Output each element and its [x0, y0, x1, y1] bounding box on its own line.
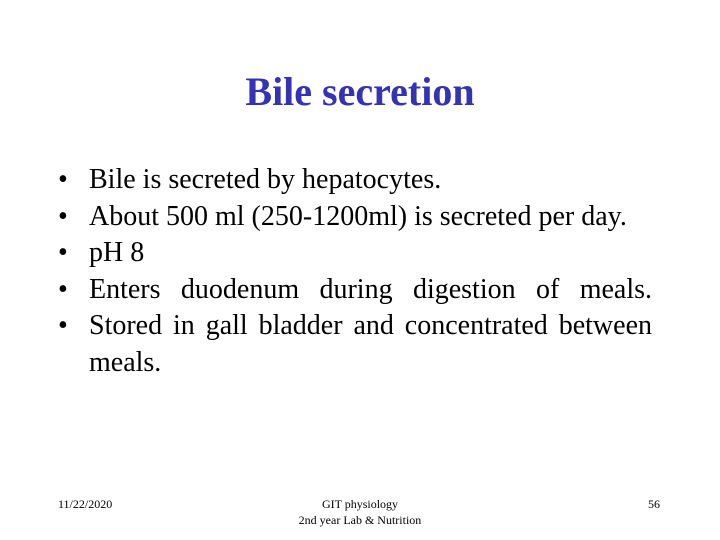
bullet-icon: •: [58, 237, 68, 268]
bullet-item: [58, 199, 652, 236]
bullet-icon: •: [58, 273, 68, 305]
bullet-item: [58, 235, 652, 272]
bullet-icon: •: [58, 200, 68, 232]
bullet-text: Stored in gall bladder and concentrated between meals.: [89, 310, 652, 378]
bullet-text: Bile is secreted by hepatocytes.: [89, 164, 442, 195]
slide-title: Bile secretion: [245, 69, 475, 114]
bullet-icon: •: [58, 164, 68, 195]
bullet-text: pH 8: [89, 237, 145, 268]
bullet-text: Enters duodenum during digestion of meals.: [89, 273, 652, 305]
bullet-icon: •: [58, 310, 68, 341]
footer-date: 11/22/2020: [58, 497, 113, 511]
bullet-list: [58, 162, 652, 381]
bullet-item: [58, 272, 652, 309]
bullet-item: [58, 162, 652, 199]
footer-course: GIT physiology: [321, 497, 399, 511]
footer-center: [250, 496, 470, 528]
footer-cohort: 2nd year Lab & Nutrition: [298, 513, 422, 527]
bullet-text: About 500 ml (250-1200ml) is secreted per day.: [89, 200, 627, 232]
bullet-item: [58, 308, 652, 381]
page-number: 56: [648, 497, 660, 511]
